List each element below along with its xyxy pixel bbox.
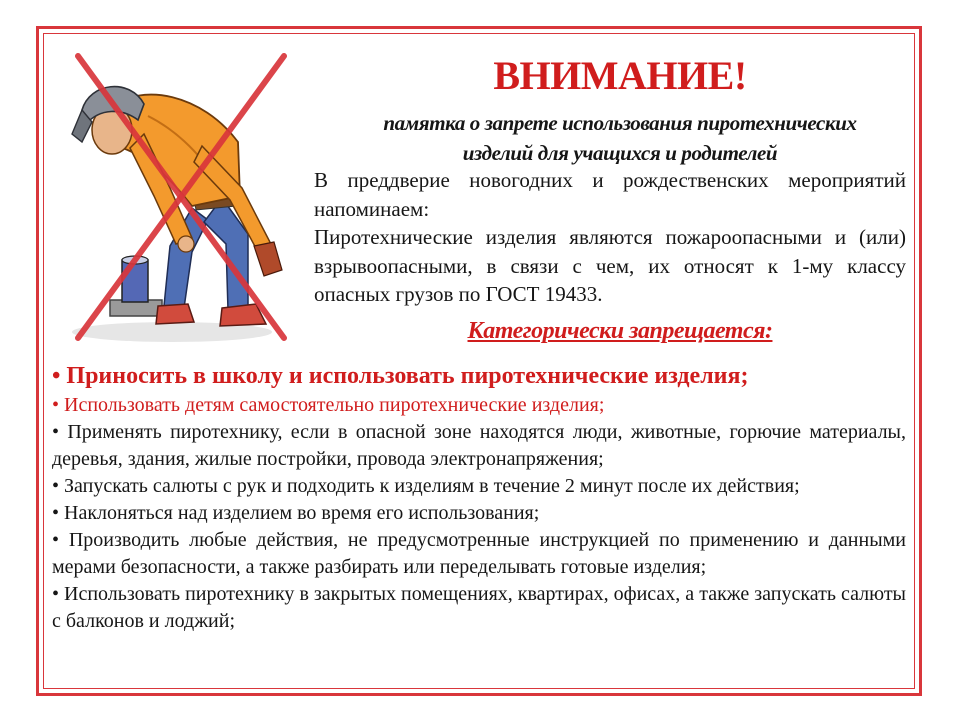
intro-text	[314, 166, 906, 309]
poster-subtitle	[320, 108, 920, 168]
intro-paragraph-2: Пиротехнические изделия являются пожароопасными и (или) взрывоопасными, в связи с чем, их относят к 1-му классу опасных грузов по ГОСТ 19433.	[314, 225, 906, 306]
rule-item: • Использовать детям самостоятельно пиротехнические изделия;	[52, 394, 605, 416]
forbidden-heading: Категорически запрещается:	[467, 318, 773, 344]
rule-item: • Приносить в школу и использовать пиротехнические изделия;	[52, 363, 749, 389]
rule-item: • Производить любые действия, не предусмотренные инструкцией по применению и данными мерами безопасности, а также разбирать или переделывать готовые изделия;	[52, 529, 906, 578]
crossed-out-man-lighting-firework-icon	[52, 38, 300, 350]
rule-item: • Наклоняться над изделием во время его использования;	[52, 502, 540, 524]
rule-item: • Применять пиротехнику, если в опасной зоне находятся люди, животные, горючие материалы, деревья, здания, жилые постройки, провода электронапряжения;	[52, 421, 906, 470]
poster-title: ВНИМАНИЕ!	[493, 53, 747, 98]
intro-paragraph-1: В преддверие новогодних и рождественских мероприятий напоминаем:	[314, 168, 906, 221]
subtitle-line-2: изделий для учащихся и родителей	[462, 141, 778, 165]
subtitle-line-1: памятка о запрете использования пиротехнических	[383, 111, 857, 135]
rule-item: • Использовать пиротехнику в закрытых помещениях, квартирах, офисах, а также запускать салюты с балконов и лоджий;	[52, 583, 906, 632]
rule-item: • Запускать салюты с рук и подходить к изделиям в течение 2 минут после их действия;	[52, 475, 800, 497]
rules-list	[52, 360, 906, 635]
